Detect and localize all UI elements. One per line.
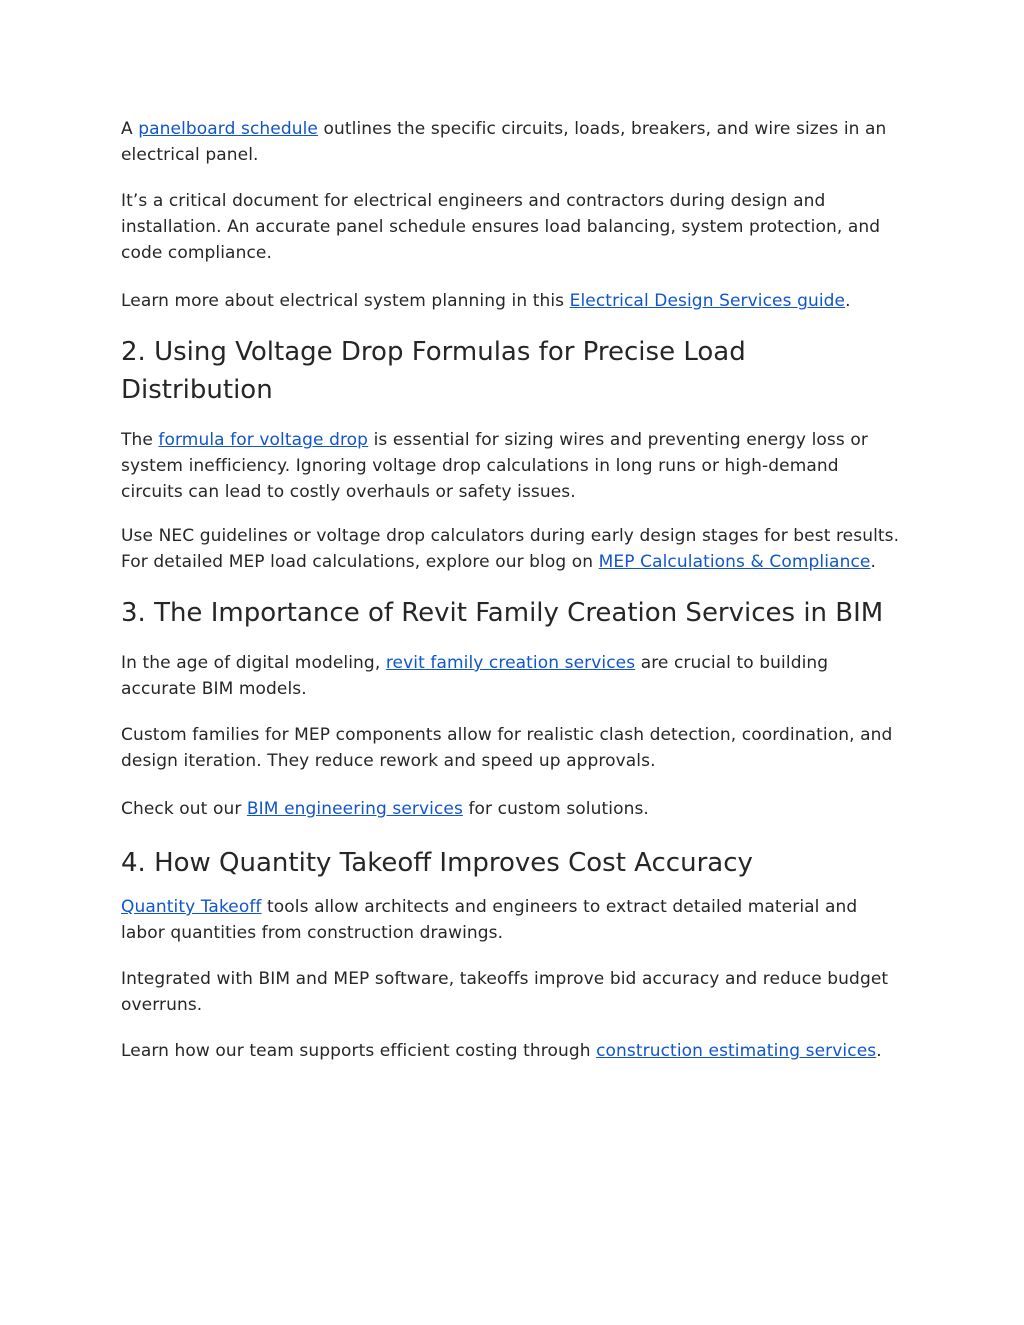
section-4-paragraph-1: Quantity Takeoff tools allow architects and engineers to extract detailed material and labor quantities from construction drawings. [121,897,858,943]
section-2-paragraph-2: Use NEC guidelines or voltage drop calculators during early design stages for best results. For detailed MEP load calculations, explore our blog on MEP Calculations & Compliance. [121,526,900,572]
section-4-heading: 4. How Quantity Takeoff Improves Cost Accuracy [121,848,753,878]
revit-family-creation-link[interactable]: revit family creation services [385,653,636,673]
section-3-heading: 3. The Importance of Revit Family Creation Services in BIM [121,598,884,628]
section-2-heading: 2. Using Voltage Drop Formulas for Precise Load Distribution [121,337,746,405]
section-3-paragraph-1: In the age of digital modeling, revit family creation services are crucial to building accurate BIM models. [121,653,829,699]
voltage-drop-formula-link[interactable]: formula for voltage drop [158,430,369,450]
intro-paragraph-2: It’s a critical document for electrical engineers and contractors during design and installation. An accurate panel schedule ensures load balancing, system protection, and code compliance. [121,191,881,263]
mep-calculations-link[interactable]: MEP Calculations & Compliance [598,552,871,572]
section-2-paragraph-1: The formula for voltage drop is essential for sizing wires and preventing energy loss or system inefficiency. Ignoring voltage drop calculations in long runs or high-demand circuits can lead to costly overhauls or safety issues. [121,430,868,502]
intro-paragraph-1: A panelboard schedule outlines the specific circuits, loads, breakers, and wire sizes in an electrical panel. [121,119,887,165]
section-4-paragraph-2: Integrated with BIM and MEP software, takeoffs improve bid accuracy and reduce budget overruns. [121,969,889,1015]
intro-paragraph-3: Learn more about electrical system planning in this Electrical Design Services guide. [121,291,851,311]
electrical-design-services-link[interactable]: Electrical Design Services guide [569,291,846,311]
section-3-paragraph-3: Check out our BIM engineering services for custom solutions. [121,799,649,819]
bim-engineering-services-link[interactable]: BIM engineering services [246,799,463,819]
section-3-paragraph-2: Custom families for MEP components allow for realistic clash detection, coordination, and design iteration. They reduce rework and speed up approvals. [121,725,893,771]
section-4-paragraph-3: Learn how our team supports efficient costing through construction estimating services. [121,1041,882,1061]
quantity-takeoff-link[interactable]: Quantity Takeoff [121,897,262,917]
document-body [121,116,901,1064]
construction-estimating-link[interactable]: construction estimating services [596,1041,877,1061]
panelboard-schedule-link[interactable]: panelboard schedule [138,119,318,139]
